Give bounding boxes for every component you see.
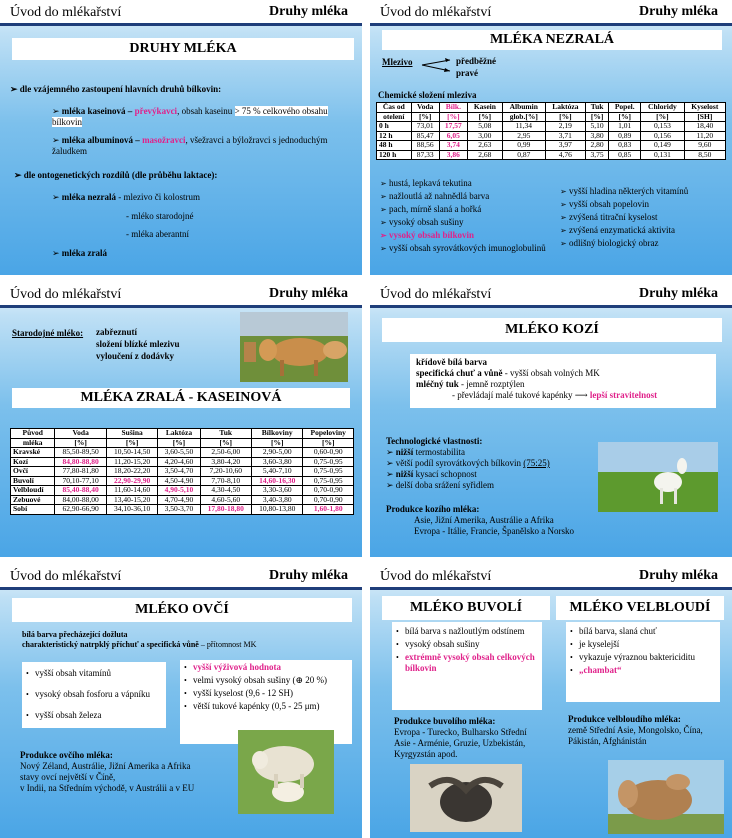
table-cell: 84,00-88,00 [55,495,106,505]
table-cell: [%] [411,112,439,122]
table-cell: 0,75-0,95 [303,467,354,477]
slide-header [370,282,732,308]
table-cell: 77,80-81,80 [55,467,106,477]
table-cell: 0,60-0,90 [303,448,354,458]
table-cell: Ovčí [11,467,55,477]
table-cell: Laktóza [545,103,585,113]
list-item: • velmi vysoký obsah sušiny (⊕ 20 %) [184,675,348,686]
slide-mleko-kozi [370,282,732,557]
list-item: • vysoký obsah fosforu a vápníku [26,689,162,700]
table-cell: 4,60-5,60 [200,495,251,505]
table-cell: 10,80-13,80 [251,505,302,515]
colostrum-label: Mlezivo [382,57,413,67]
table-cell: 17,57 [439,122,467,132]
goat-photo [598,442,718,512]
table-cell: Tuk [200,429,251,439]
table-cell: 4,50-4,90 [158,476,200,486]
table-cell: otelení [377,112,412,122]
table-cell: 0,156 [641,131,684,141]
table-cell: 73,01 [411,122,439,132]
table-cell: Čas od [377,103,412,113]
table-cell: 2,80 [585,141,608,151]
table-cell: 3,50-4,70 [158,467,200,477]
course-title: Úvod do mlékařství [10,287,122,302]
table-cell: 11,60-14,60 [106,486,157,496]
sheep-left-box [22,662,166,728]
section-title: Druhy mléka [639,568,718,583]
table-cell: [%] [303,438,354,448]
table-cell: 1,60-1,80 [303,505,354,515]
colostrum-properties-list [380,178,550,256]
table-cell: 85,47 [411,131,439,141]
table-cell: Albumin [502,103,545,113]
course-title: Úvod do mlékařství [10,569,122,584]
buffalo-production: Produkce buvolího mléka: Evropa - Turecko, Bulharsko Střední Asie - Arménie, Gruzie, Uzbekistán, Kyrgyzstán apod. [394,716,527,759]
table-cell: Voda [55,429,106,439]
slide-mleko-ovci [0,564,362,838]
slide-title: MLÉKA NEZRALÁ [382,30,722,50]
slide-header [0,0,362,26]
mature-milk-table [10,428,354,515]
slide-header [0,282,362,308]
table-cell: Zebuové [11,495,55,505]
table-cell: 85,50-89,50 [55,448,106,458]
list-item: ➢ nažloutlá až nahnědlá barva [380,191,550,202]
table-cell: 0,149 [641,141,684,151]
table-cell: 11,34 [502,122,545,132]
branch-arrows-icon [420,56,454,74]
table-cell: Sušina [106,429,157,439]
list-item: • vyšší obsah železa [26,710,162,721]
table-cell: 2,95 [502,131,545,141]
table-cell: 3,60-3,80 [251,457,302,467]
course-title: Úvod do mlékařství [380,287,492,302]
table-cell: Kyselost [684,103,725,113]
table-cell: 3,60-5,50 [158,448,200,458]
table-cell: 120 h [377,150,412,160]
table-cell: Laktóza [158,429,200,439]
slide-buvoli-velbloudi [370,564,732,838]
table-cell: 3,50-3,70 [158,505,200,515]
stale-milk-item: - mléko starodojné [126,211,194,221]
table-header-row [377,103,726,113]
table-cell: 3,00 [467,131,502,141]
table-cell: 11,20-15,20 [106,457,157,467]
table-cell: glob.[%] [502,112,545,122]
section-title: Druhy mléka [269,568,348,583]
slide-header [370,0,732,26]
slide-druhy-mleka [0,0,362,275]
table-cell: 85,40-88,40 [55,486,106,496]
table-row [377,150,726,160]
table-cell: 4,20-4,60 [158,457,200,467]
aberrant-milk-item: - mléka aberantní [126,229,189,239]
table-cell: [%] [439,112,467,122]
camel-title: MLÉKO VELBLOUDÍ [556,596,724,620]
table-cell: 5,10 [585,122,608,132]
slide-title: DRUHY MLÉKA [12,38,354,60]
table-cell: Velbloudí [11,486,55,496]
slide-header [370,564,732,590]
table-cell: 0,153 [641,122,684,132]
buffalo-box [392,622,542,710]
table-cell: 84,80-88,80 [55,457,106,467]
table-row [377,141,726,151]
goat-production: Produkce kozího mléka: Asie, Jižní Amerika, Austrálie a Afrika Evropa - Itálie, Francie, Španělsko a Norsko [386,504,574,536]
mature-milk-item: ➢ mléka zralá [52,248,108,258]
list-item: ➢ vyšší obsah syrovátkových imunoglobulinů [380,243,550,254]
list-item: • vyšší obsah vitamínů [26,668,162,679]
table-cell: 3,71 [545,131,585,141]
table-cell: 14,60-16,30 [251,476,302,486]
sheep-right-list: • vyšší výživová hodnota [184,662,348,673]
table-header-row [11,429,354,439]
table-cell: Původ [11,429,55,439]
table-cell: Kasein [467,103,502,113]
camel-photo [608,760,724,834]
table-cell: 6,05 [439,131,467,141]
table-cell: 5,40-7,10 [251,467,302,477]
table-row [11,448,354,458]
table-cell: Kravské [11,448,55,458]
slide-mleka-nezrala [370,0,732,275]
table-cell: 0 h [377,122,412,132]
table-cell: 0,99 [502,141,545,151]
table-cell: 2,68 [467,150,502,160]
table-cell: 11,20 [684,131,725,141]
table-row [377,122,726,132]
table-cell: Popeloviny [303,429,354,439]
sheep-photo [238,730,334,814]
table-cell: 22,90-29,90 [106,476,157,486]
slide-title: MLÉKA ZRALÁ - KASEINOVÁ [12,388,350,408]
table-cell: 5,08 [467,122,502,132]
list-item: ➢ vysoký obsah bílkovin [380,230,550,241]
table-cell: 3,97 [545,141,585,151]
table-cell: 3,75 [585,150,608,160]
table-cell: 0,75-0,95 [303,457,354,467]
table-cell: [SH] [684,112,725,122]
table-cell: [%] [251,438,302,448]
table-cell: 4,76 [545,150,585,160]
table-cell: 62,90-66,90 [55,505,106,515]
table-cell: 2,63 [467,141,502,151]
colostrum-true: pravé [456,68,478,78]
camel-production: Produkce velbloudího mléka: země Střední Asie, Mongolsko, Čína, Pákistán, Afghánistán [568,714,703,746]
slide-title: MLÉKO KOZÍ [382,318,722,342]
list-item: • vyšší kyselost (9,6 - 12 SH) [184,688,348,699]
table-cell: 0,70-0,90 [303,495,354,505]
stale-milk-notes: zabřeznutí složení blízké mlezivu vyloučení z dodávky [96,327,180,361]
table-row [11,467,354,477]
section-title: Druhy mléka [269,286,348,301]
tech-properties: Technologické vlastnosti: ➢ nižší termostabilita ➢ větší podíl syrovátkových bílkovin (75:25) ➢ nižší kysací schopnost ➢ delší doba srážení syřidlem [386,436,550,490]
table-cell: 2,50-6,00 [200,448,251,458]
sheep-production: Produkce ovčího mléka: Nový Zéland, Austrálie, Jižní Amerika a Afrika stavy ovcí největší v Číně, v Indii, na Středním východě, v Austrálii a v EU [20,750,195,793]
course-title: Úvod do mlékařství [380,5,492,20]
table-cell: 4,90-5,10 [158,486,200,496]
section-title: Druhy mléka [269,4,348,19]
list-item: ➢ odlišný biologický obraz [560,238,730,249]
table-cell: 88,56 [411,141,439,151]
table-cell: 87,33 [411,150,439,160]
table-cell: 70,10-77,10 [55,476,106,486]
table-cell: 34,10-36,10 [106,505,157,515]
table-cell: [%] [200,438,251,448]
buffalo-title: MLÉKO BUVOLÍ [382,596,550,620]
table-cell: 9,60 [684,141,725,151]
goat-milk-traits: křídově bílá barva specifická chuť a vůně - vyšší obsah volných MK mléčný tuk - jemně rozptýlen - převládají malé tukové kapénky ⟶ lepší stravitelnost [410,354,716,408]
table-cell: Chloridy [641,103,684,113]
slide-header [0,564,362,590]
colostrum-extra-list [560,186,730,251]
criterion-ontogenetic: ➢ dle ontogenetických rozdílů (dle průběhu laktace): [14,170,218,180]
table-cell: 17,80-18,80 [200,505,251,515]
arrow-right-icon: ⟶ [574,390,588,400]
stale-milk-label: Starodojné mléko: [12,328,84,338]
slide-title: MLÉKO OVČÍ [12,598,352,622]
table-cell: [%] [585,112,608,122]
table-cell: 3,30-3,60 [251,486,302,496]
table-cell: 3,80 [585,131,608,141]
albumin-milk-item: ➢ mléka albuminová – masožravci, všežravci a býložravci s jednoduchým žaludkem [52,135,328,156]
table-cell: [%] [55,438,106,448]
table-cell: 0,89 [609,131,641,141]
table-cell: 4,70-4,90 [158,495,200,505]
table-cell: Voda [411,103,439,113]
table-cell: 3,80-4,20 [200,457,251,467]
table-row [11,486,354,496]
table-cell: Buvolí [11,476,55,486]
camel-list: • bílá barva, slaná chuť • je kyselejší • vykazuje výraznou baktericiditu • „chambat“ [570,626,716,676]
table-cell: [%] [609,112,641,122]
table-cell: [%] [545,112,585,122]
list-item: • větší tukové kapénky (0,5 - 25 μm) [184,701,348,712]
list-item: ➢ hustá, lepkavá tekutina [380,178,550,189]
table-cell: mléka [11,438,55,448]
table-cell: Popel. [609,103,641,113]
criterion-proteins: ➢ dle vzájemného zastoupení hlavních druhů bílkovin: [10,84,222,94]
section-title: Druhy mléka [639,286,718,301]
table-cell: [%] [106,438,157,448]
table-cell: 7,20-10,60 [200,467,251,477]
colostrum-preliminary: předběžné [456,56,496,66]
table-cell: 13,40-15,20 [106,495,157,505]
table-cell: 1,01 [609,122,641,132]
list-item: ➢ zvýšená titrační kyselost [560,212,730,223]
buffalo-list: • bílá barva s nažloutlým odstínem • vysoký obsah sušiny • extrémně vysoký obsah celkových bílkovin [396,626,538,674]
table-cell: [%] [467,112,502,122]
table-cell: Tuk [585,103,608,113]
course-title: Úvod do mlékařství [10,5,122,20]
table-cell: 10,50-14,50 [106,448,157,458]
table-cell: 3,86 [439,150,467,160]
sheep-milk-intro: bílá barva přecházející dožluta charakteristický natrpklý příchuť a specifická vůně – přítomnost MK [22,630,257,649]
cows-photo [240,312,348,382]
table-cell: [%] [641,112,684,122]
camel-box [566,622,720,702]
table-cell: 0,83 [609,141,641,151]
table-cell: 18,40 [684,122,725,132]
table-caption: Chemické složení mleziva [378,90,477,100]
list-item: ➢ vyšší obsah popelovin [560,199,730,210]
table-cell: Bílkoviny [251,429,302,439]
table-cell: 18,20-22,20 [106,467,157,477]
list-item: ➢ zvýšená enzymatická aktivita [560,225,730,236]
table-cell: 8,50 [684,150,725,160]
table-cell: [%] [158,438,200,448]
sheep-left-list [26,668,162,721]
immature-milk-item: ➢ mléka nezralá - mlezivo či kolostrum [52,192,201,202]
table-cell: Kozí [11,457,55,467]
table-cell: Sobí [11,505,55,515]
table-cell: Bílk. [439,103,467,113]
colostrum-composition-table [376,102,726,160]
casein-milk-item: ➢ mléka kaseinová – převýkavci, obsah kaseinu > 75 % celkového obsahu bílkovin [52,106,328,127]
buffalo-photo [410,764,522,832]
table-row [11,505,354,515]
table-cell: 2,90-5,00 [251,448,302,458]
table-cell: 3,40-3,80 [251,495,302,505]
table-cell: 0,75-0,95 [303,476,354,486]
table-cell: 2,19 [545,122,585,132]
table-cell: 48 h [377,141,412,151]
slide-kaseinova [0,282,362,557]
table-cell: 3,74 [439,141,467,151]
course-title: Úvod do mlékařství [380,569,492,584]
section-title: Druhy mléka [639,4,718,19]
list-item: ➢ vysoký obsah sušiny [380,217,550,228]
list-item: ➢ pach, mírně slaná a hořká [380,204,550,215]
table-cell: 0,70-0,90 [303,486,354,496]
table-cell: 7,70-8,10 [200,476,251,486]
list-item: ➢ vyšší hladina některých vitamínů [560,186,730,197]
table-cell: 0,85 [609,150,641,160]
criterion-text: dle vzájemného zastoupení hlavních druhů bílkovin: [19,84,222,94]
table-cell: 4,30-4,50 [200,486,251,496]
table-cell: 0,87 [502,150,545,160]
table-cell: 0,131 [641,150,684,160]
table-cell: 12 h [377,131,412,141]
